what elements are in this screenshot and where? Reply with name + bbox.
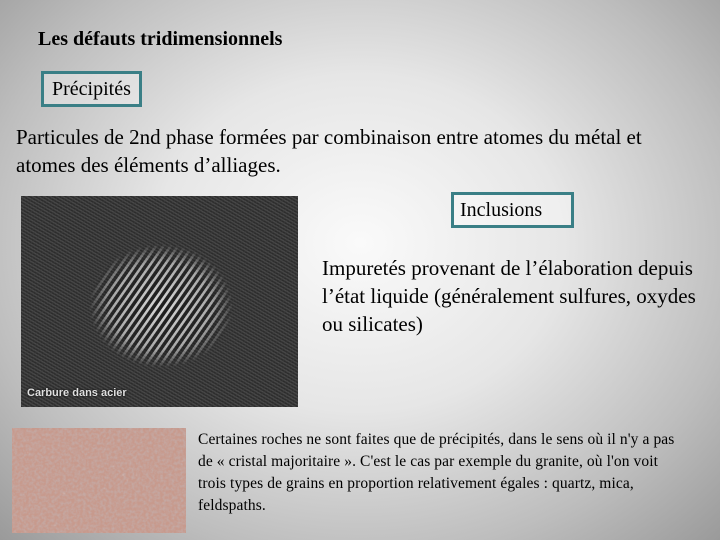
precipites-label: Précipités (52, 78, 131, 100)
precipites-label-box (41, 71, 142, 107)
slide-title: Les défauts tridimensionnels (38, 28, 283, 50)
granite-image (12, 428, 186, 533)
micrograph-image (21, 196, 298, 407)
inclusions-label: Inclusions (460, 199, 543, 221)
micrograph-graphic (21, 196, 298, 407)
precipites-description: Particules de 2nd phase formées par combinaison entre atomes du métal et atomes des éléments d’alliages. (16, 125, 642, 177)
rocks-description: Certaines roches ne sont faites que de précipités, dans le sens où il n'y a pas de « cristal majoritaire ». C'est le cas par exemple du granite, où l'on voit trois types de grains en proportion relativement égales : quartz, mica, feldspaths. (198, 431, 675, 514)
inclusions-description: Impuretés provenant de l’élaboration depuis l’état liquide (généralement sulfures, oxydes ou silicates) (322, 256, 696, 336)
micrograph-caption: Carbure dans acier (27, 387, 127, 399)
inclusions-label-box (451, 192, 574, 228)
granite-graphic (12, 428, 186, 533)
